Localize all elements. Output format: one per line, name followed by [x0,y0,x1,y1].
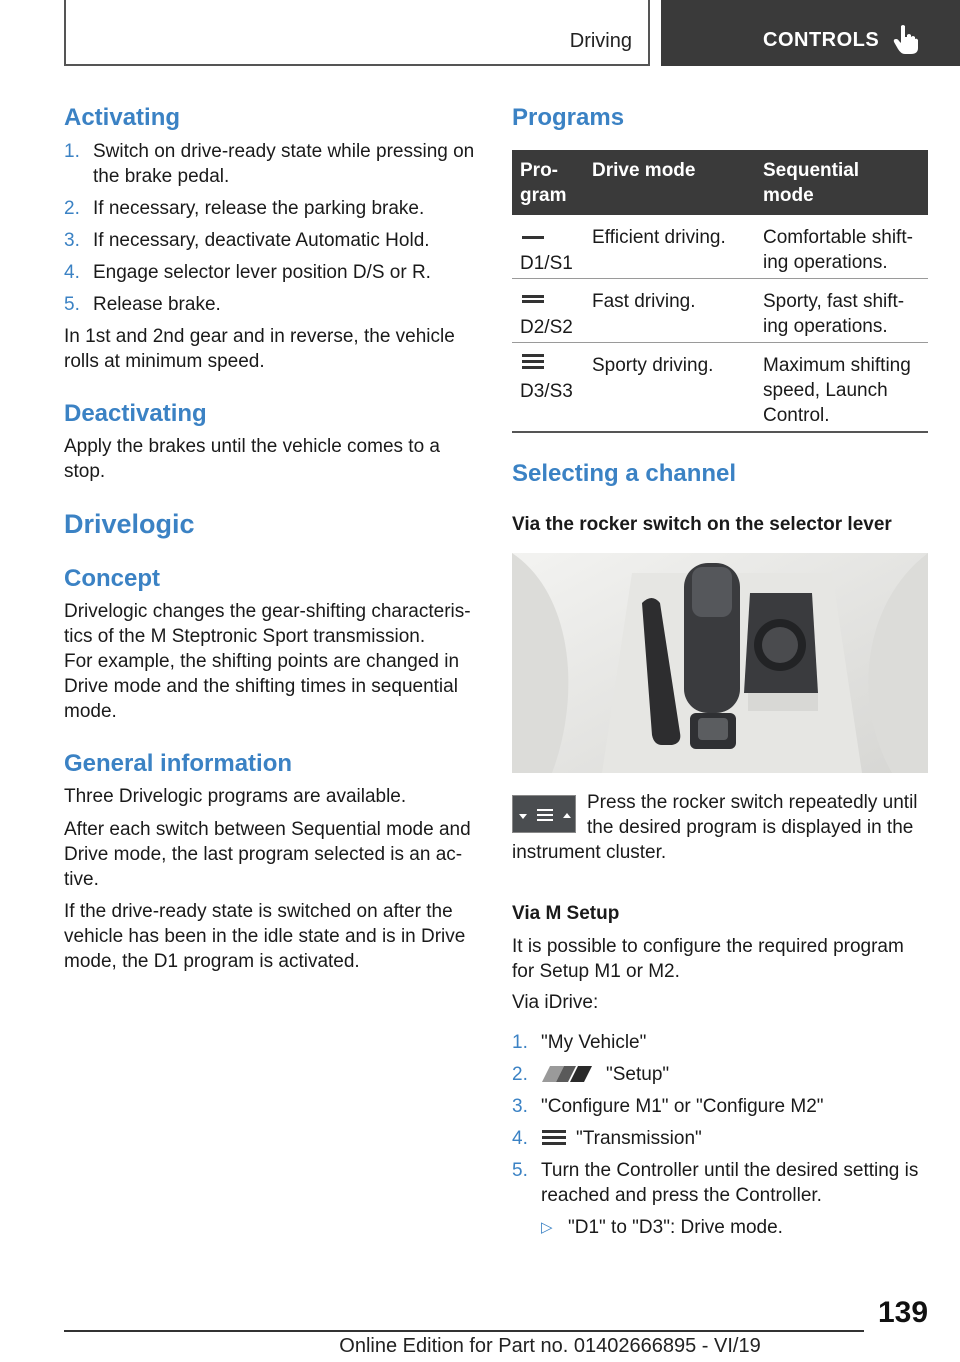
pointing-hand-icon [893,24,919,54]
step-number: 2. [512,1064,528,1085]
m-stripes-icon [542,1066,596,1082]
header-chapter-tab [661,0,960,66]
concept-text: tics of the M Steptronic Sport transmission. [64,626,426,647]
header-chapter-label: CONTROLS [763,29,880,51]
setup-text: for Setup M1 or M2. [512,961,680,982]
general-information-heading: General information [64,750,293,777]
step-number: 5. [512,1160,528,1181]
general-text: tive. [64,869,99,890]
footer-divider [64,1330,864,1332]
general-text: vehicle has been in the idle state and is in Drive [64,926,466,947]
concept-heading: Concept [64,565,160,592]
deactivating-text: stop. [64,461,106,482]
general-text: mode, the D1 program is activated. [64,951,360,972]
step-text: "Transmission" [576,1128,702,1149]
activating-heading: Activating [64,104,181,131]
step-number: 5. [64,294,80,315]
general-text: If the drive-ready state is switched on after the [64,901,453,922]
drivelogic-heading: Drivelogic [64,509,195,539]
step-text: Engage selector lever position D/S or R. [93,262,431,283]
rocker-text: the desired program is displayed in the [587,817,914,838]
footer-edition: Online Edition for Part no. 01402666895 - VI/19 [339,1335,761,1357]
column-header-drive-mode: Drive mode [592,160,696,181]
header-section-label: Driving [569,30,632,52]
via-idrive-text: Via iDrive: [512,992,599,1013]
sequential-mode-cell: Sporty, fast shift- ing operations. [763,291,905,337]
program-1-icon [522,225,544,239]
concept-text: For example, the shifting points are changed in [64,651,460,672]
column-header-program: Pro- gram [520,160,567,206]
general-text: After each switch between Sequential mode and [64,819,471,840]
step-text: Turn the Controller until the desired setting is [541,1160,919,1181]
table-row [512,279,928,343]
sequential-mode-cell: Comfortable shift- ing operations. [763,227,913,273]
via-rocker-subheading: Via the rocker switch on the selector lever [512,514,892,535]
general-text: Three Drivelogic programs are available. [64,786,407,807]
step-text: If necessary, deactivate Automatic Hold. [93,230,430,251]
deactivating-heading: Deactivating [64,400,207,427]
step-number: 1. [64,141,80,162]
step-number: 4. [64,262,80,283]
bullet-text: "D1" to "D3": Drive mode. [568,1217,783,1238]
step-text: "Setup" [606,1064,670,1085]
program-label: D1/S1 [520,253,573,274]
step-number: 1. [512,1032,528,1053]
step-number: 4. [512,1128,528,1149]
step-number: 3. [512,1096,528,1117]
program-label: D3/S3 [520,381,573,402]
concept-text: mode. [64,701,117,722]
rocker-switch-icon [512,795,576,833]
table-header [512,150,928,215]
page-number: 139 [878,1296,929,1329]
drive-mode-cell: Sporty driving. [592,355,714,376]
bullet-triangle-icon: ▷ [541,1219,553,1236]
step-text: the brake pedal. [93,166,230,187]
step-text: Switch on drive-ready state while pressing on [93,141,475,162]
sequential-mode-cell: Maximum shifting speed, Launch Control. [763,355,911,426]
rocker-text: Press the rocker switch repeatedly until [587,792,918,813]
activating-note: In 1st and 2nd gear and in reverse, the vehicle [64,326,455,347]
selecting-channel-heading: Selecting a channel [512,460,737,487]
programs-table [512,150,928,433]
table-row [512,343,928,433]
concept-text: Drivelogic changes the gear-shifting characteris- [64,601,471,622]
step-text: Release brake. [93,294,221,315]
programs-heading: Programs [512,104,625,131]
step-text: If necessary, release the parking brake. [93,198,425,219]
step-number: 2. [64,198,80,219]
concept-text: Drive mode and the shifting times in sequential [64,676,458,697]
step-text: "Configure M1" or "Configure M2" [541,1096,824,1117]
selector-lever-photo [512,553,928,773]
activating-note: rolls at minimum speed. [64,351,265,372]
via-m-setup-subheading: Via M Setup [512,903,620,924]
general-text: Drive mode, the last program selected is an ac- [64,844,463,865]
program-2-icon [522,289,544,303]
table-row [512,215,928,279]
program-label: D2/S2 [520,317,573,338]
transmission-icon [542,1129,566,1147]
header-section-tab [64,0,650,66]
setup-text: It is possible to configure the required program [512,936,904,957]
column-header-sequential-mode: Sequential mode [763,160,860,206]
program-3-icon [522,353,544,369]
rocker-text: instrument cluster. [512,842,667,863]
deactivating-text: Apply the brakes until the vehicle comes to a [64,436,440,457]
step-number: 3. [64,230,80,251]
step-text: "My Vehicle" [541,1032,647,1053]
step-text: reached and press the Controller. [541,1185,822,1206]
drive-mode-cell: Efficient driving. [592,227,726,248]
drive-mode-cell: Fast driving. [592,291,696,312]
